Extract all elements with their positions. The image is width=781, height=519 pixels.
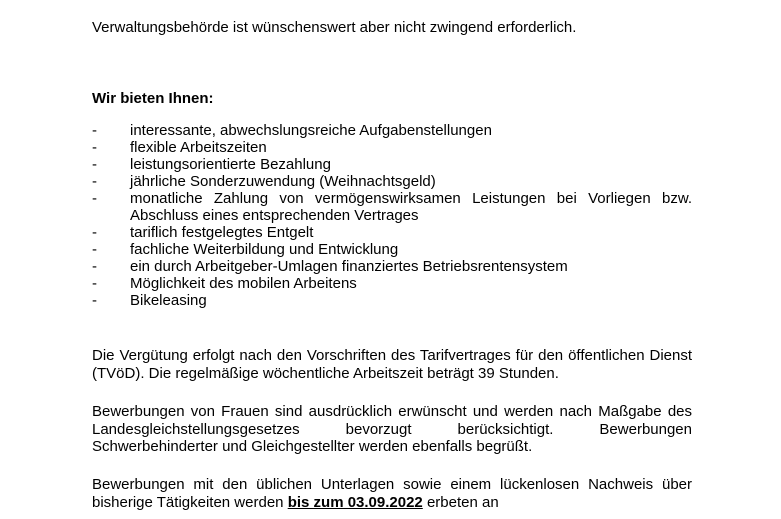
offer-item-text: fachliche Weiterbildung und Entwicklung (130, 241, 399, 258)
offer-item-text: flexible Arbeitszeiten (130, 139, 267, 156)
offer-item-text: Bikeleasing (130, 292, 207, 309)
bullet-dash: - (92, 190, 97, 207)
application-deadline: bis zum 03.09.2022 (287, 493, 423, 511)
offer-item-text: Möglichkeit des mobilen Arbeitens (130, 275, 357, 292)
list-item (92, 122, 692, 139)
bullet-dash: - (92, 275, 97, 292)
application-text-before: Bewerbungen mit den üblichen Unterlagen sowie einem lückenlosen Nachweis über bisherige Tätigkeiten werden (92, 476, 692, 511)
list-item (92, 292, 692, 309)
offer-item-text: ein durch Arbeitgeber-Umlagen finanziertes Betriebsrentensystem (130, 258, 568, 275)
bullet-dash: - (92, 224, 97, 241)
application-paragraph (92, 476, 692, 511)
application-text-after: erbeten an (422, 493, 499, 511)
list-item (92, 258, 692, 275)
list-item (92, 139, 692, 156)
bullet-dash: - (92, 173, 97, 190)
offer-heading: Wir bieten Ihnen: (92, 90, 214, 107)
list-item (92, 156, 692, 173)
bullet-dash: - (92, 292, 97, 309)
offer-item-text: interessante, abwechslungsreiche Aufgabenstellungen (130, 122, 492, 139)
bullet-dash: - (92, 139, 97, 156)
offer-item-text: tariflich festgelegtes Entgelt (130, 224, 314, 241)
offer-item-text: jährliche Sonderzuwendung (Weihnachtsgeld) (130, 173, 436, 190)
list-item (92, 241, 692, 258)
offer-item-text: monatliche Zahlung von vermögenswirksamen Leistungen bei Vorliegen bzw. Abschluss eines entsprechenden Vertrages (130, 190, 692, 224)
intro-tail-text: Verwaltungsbehörde ist wünschenswert aber nicht zwingend erforderlich. (92, 19, 577, 36)
list-item (92, 275, 692, 292)
list-item (92, 224, 692, 241)
equality-paragraph: Bewerbungen von Frauen sind ausdrücklich erwünscht und werden nach Maßgabe des Landesgleichstellungsgesetzes bevorzugt berücksichtigt. Bewerbungen Schwerbehinderter und Gleichgestellter werden ebenfalls begrüßt. (92, 403, 692, 455)
bullet-dash: - (92, 258, 97, 275)
offer-list (92, 122, 692, 309)
pay-paragraph: Die Vergütung erfolgt nach den Vorschriften des Tarifvertrages für den öffentlichen Dienst (TVöD). Die regelmäßige wöchentliche Arbeitszeit beträgt 39 Stunden. (92, 347, 692, 382)
bullet-dash: - (92, 241, 97, 258)
offer-item-text: leistungsorientierte Bezahlung (130, 156, 331, 173)
bullet-dash: - (92, 122, 97, 139)
bullet-dash: - (92, 156, 97, 173)
list-item (92, 190, 692, 224)
list-item (92, 173, 692, 190)
